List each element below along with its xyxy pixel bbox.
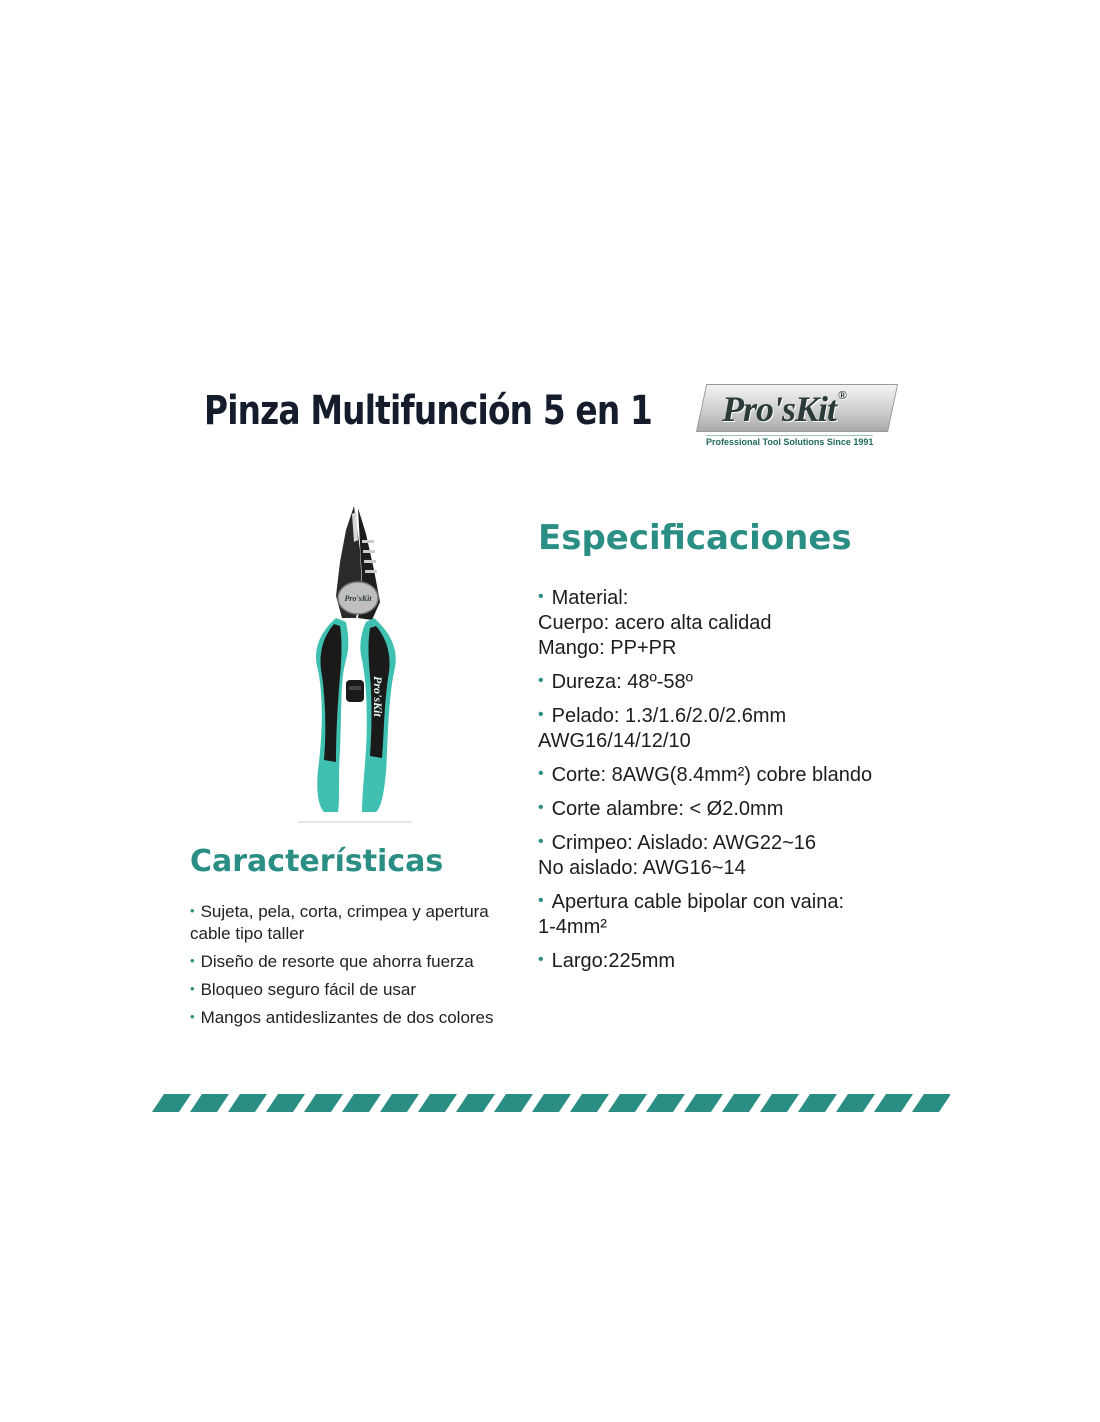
spec-text: AWG16/14/12/10 (538, 730, 691, 752)
plier-handle-left (316, 618, 348, 812)
stripe-segment (874, 1094, 913, 1112)
logo-brand: Pro'sKit (722, 389, 837, 429)
decorative-stripe-divider (152, 1094, 950, 1112)
bullet-icon: • (538, 672, 544, 689)
spec-item-material (538, 584, 958, 661)
bullet-icon: • (190, 903, 195, 918)
logo-registered-mark: ® (838, 388, 846, 402)
proskit-logo (696, 384, 892, 448)
bullet-icon: • (538, 706, 544, 723)
specifications-heading: Especificaciones (538, 518, 852, 558)
spec-text: Pelado: 1.3/1.6/2.0/2.6mm (551, 705, 787, 727)
bullet-icon: • (538, 833, 544, 850)
feature-text: Diseño de resorte que ahorra fuerza (200, 952, 474, 971)
bullet-icon: • (538, 588, 544, 605)
spec-item-cable-opening (538, 888, 958, 940)
bullet-icon: • (538, 799, 544, 816)
spec-text: Cuerpo: acero alta calidad (538, 612, 772, 634)
spec-text: Material: (551, 587, 629, 609)
spec-text: Corte alambre: < Ø2.0mm (551, 798, 784, 820)
spec-text: No aislado: AWG16~14 (538, 857, 746, 879)
page-title: Pinza Multifunción 5 en 1 (204, 388, 652, 434)
feature-item (190, 978, 530, 1001)
bullet-icon: • (190, 1009, 195, 1024)
spec-text: Mango: PP+PR (538, 637, 677, 659)
handle-brand-text: Pro'sKit (371, 676, 385, 717)
stripe-segment (722, 1094, 761, 1112)
stripe-segment (380, 1094, 419, 1112)
spec-item-crimping (538, 829, 958, 881)
stripe-segment (304, 1094, 343, 1112)
stripe-segment (342, 1094, 381, 1112)
stripe-segment (798, 1094, 837, 1112)
spec-text: 1-4mm² (538, 916, 607, 938)
spec-text: Largo:225mm (551, 950, 676, 972)
pliers-product-image (296, 500, 414, 826)
spec-text: Dureza: 48º-58º (551, 671, 693, 693)
spec-item-wire-cutting (538, 795, 958, 822)
stripe-segment (190, 1094, 229, 1112)
bullet-icon: • (538, 765, 544, 782)
stripe-segment (608, 1094, 647, 1112)
plier-handle-right (360, 618, 395, 812)
stripe-segment (684, 1094, 723, 1112)
stripe-segment (152, 1094, 191, 1112)
stripe-segment (836, 1094, 875, 1112)
features-heading: Características (190, 844, 444, 879)
stripe-segment (760, 1094, 799, 1112)
logo-tagline: Professional Tool Solutions Since 1991 (706, 437, 874, 447)
specifications-section (538, 516, 958, 981)
plier-lock (346, 680, 364, 702)
logo-wordmark (722, 388, 846, 430)
feature-text: Mangos antideslizantes de dos colores (200, 1008, 494, 1027)
spec-item-stripping (538, 702, 958, 754)
stripe-segment (646, 1094, 685, 1112)
spec-item-length (538, 947, 958, 974)
pivot-brand-text: Pro'sKit (344, 594, 372, 603)
features-list (190, 900, 530, 1029)
stripe-segment (266, 1094, 305, 1112)
stripe-segment (532, 1094, 571, 1112)
bullet-icon: • (190, 981, 195, 996)
spec-text: Apertura cable bipolar con vaina: (551, 891, 845, 913)
feature-item (190, 900, 530, 945)
feature-text: cable tipo taller (190, 924, 305, 943)
stripe-segment (228, 1094, 267, 1112)
stripe-segment (912, 1094, 950, 1112)
spec-text: Corte: 8AWG(8.4mm²) cobre blando (551, 764, 873, 786)
features-section (190, 842, 530, 1034)
spec-text: Crimpeo: Aislado: AWG22~16 (551, 832, 817, 854)
feature-item (190, 1006, 530, 1029)
stripe-segment (456, 1094, 495, 1112)
stripe-segment (494, 1094, 533, 1112)
plier-pivot (338, 582, 378, 614)
bullet-icon: • (538, 951, 544, 968)
bullet-icon: • (538, 892, 544, 909)
stripe-segment (570, 1094, 609, 1112)
spec-item-cutting (538, 761, 958, 788)
stripe-segment (418, 1094, 457, 1112)
feature-text: Sujeta, pela, corta, crimpea y apertura (200, 902, 489, 921)
specifications-list (538, 584, 958, 974)
spec-item-hardness (538, 668, 958, 695)
feature-item (190, 950, 530, 973)
feature-text: Bloqueo seguro fácil de usar (200, 980, 417, 999)
bullet-icon: • (190, 953, 195, 968)
